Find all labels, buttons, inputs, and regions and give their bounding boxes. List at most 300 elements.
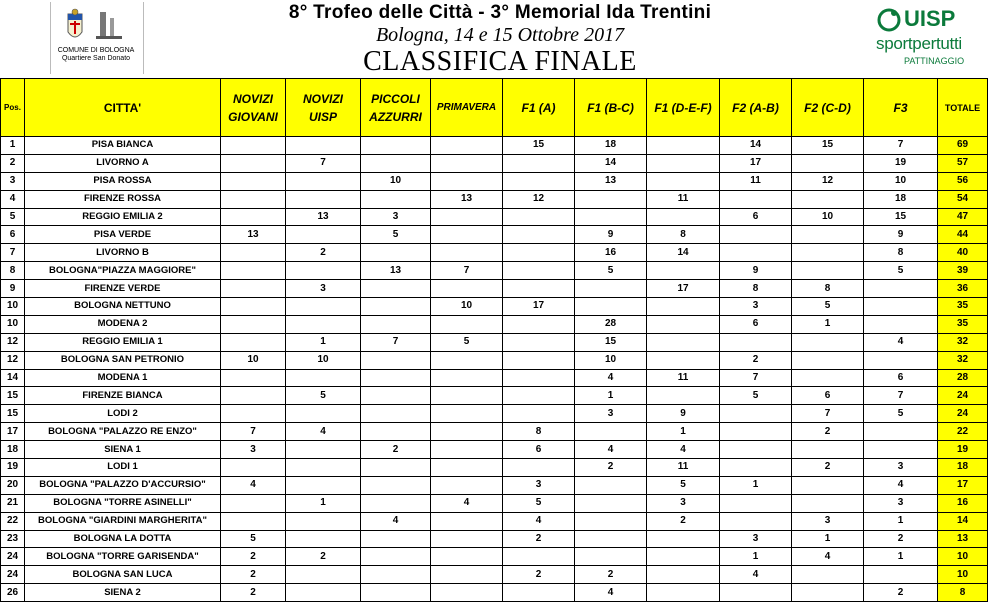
comune-line-1: COMUNE DI BOLOGNA [57,47,135,54]
cell-f1a [503,244,575,262]
uisp-runner-icon [876,8,902,32]
cell-novizi-giovani [221,137,286,155]
cell-f2ab: 17 [720,154,792,172]
cell-city: BOLOGNA "GIARDINI MARGHERITA" [25,512,221,530]
cell-novizi-giovani [221,494,286,512]
cell-f2ab [720,244,792,262]
cell-novizi-uisp: 7 [286,154,361,172]
cell-novizi-uisp [286,405,361,423]
cell-f2cd [792,190,864,208]
cell-totale: 14 [938,512,988,530]
cell-primavera: 4 [431,494,503,512]
cell-f3: 8 [864,244,938,262]
col-piccoli-azzurri [361,79,431,137]
cell-primavera [431,208,503,226]
cell-totale: 24 [938,405,988,423]
cell-pos: 15 [1,387,25,405]
cell-f2cd [792,566,864,584]
cell-f1bc: 14 [575,154,647,172]
cell-f3 [864,441,938,459]
cell-totale: 24 [938,387,988,405]
cell-f1def: 1 [647,423,720,441]
cell-f1a [503,333,575,351]
cell-piccoli-azzurri [361,459,431,477]
cell-pos: 20 [1,476,25,494]
cell-pos: 26 [1,584,25,602]
cell-f3: 6 [864,369,938,387]
cell-f3: 4 [864,476,938,494]
cell-f1a: 12 [503,190,575,208]
cell-city: MODENA 2 [25,315,221,333]
cell-novizi-uisp [286,459,361,477]
cell-novizi-giovani [221,208,286,226]
cell-piccoli-azzurri [361,280,431,298]
cell-f2cd [792,494,864,512]
cell-f3: 5 [864,405,938,423]
cell-f1def [647,584,720,602]
cell-primavera [431,244,503,262]
cell-novizi-giovani: 2 [221,584,286,602]
table-row [1,405,988,423]
cell-primavera: 5 [431,333,503,351]
cell-f2ab [720,423,792,441]
cell-primavera: 13 [431,190,503,208]
cell-city: FIRENZE BIANCA [25,387,221,405]
table-row [1,351,988,369]
cell-city: PISA ROSSA [25,172,221,190]
cell-f2cd [792,369,864,387]
cell-pos: 8 [1,262,25,280]
cell-totale: 57 [938,154,988,172]
cell-novizi-uisp: 4 [286,423,361,441]
cell-city: REGGIO EMILIA 1 [25,333,221,351]
cell-f1bc [575,190,647,208]
cell-f1a [503,387,575,405]
cell-f1def [647,315,720,333]
cell-f2cd [792,476,864,494]
cell-pos: 21 [1,494,25,512]
cell-pos: 23 [1,530,25,548]
table-row [1,208,988,226]
cell-pos: 2 [1,154,25,172]
cell-f1bc [575,548,647,566]
cell-f2ab: 3 [720,530,792,548]
cell-pos: 14 [1,369,25,387]
cell-primavera: 10 [431,298,503,316]
cell-piccoli-azzurri [361,548,431,566]
col-novizi-uisp-line1: NOVIZI [302,91,343,106]
cell-pos: 22 [1,512,25,530]
table-row [1,262,988,280]
cell-pos: 12 [1,351,25,369]
cell-pos: 10 [1,298,25,316]
cell-f1a: 8 [503,423,575,441]
cell-totale: 32 [938,351,988,369]
cell-f1def: 5 [647,476,720,494]
comune-di-bologna-logo [50,2,142,74]
cell-f3 [864,566,938,584]
cell-primavera [431,137,503,155]
cell-f2ab [720,226,792,244]
cell-novizi-giovani: 4 [221,476,286,494]
cell-f1def [647,137,720,155]
cell-f2ab: 3 [720,298,792,316]
cell-primavera [431,315,503,333]
cell-f2cd: 4 [792,548,864,566]
col-novizi-giovani-line2: GIOVANI [228,109,278,124]
cell-novizi-uisp [286,566,361,584]
col-f2cd: F2 (C-D) [792,79,864,137]
cell-novizi-uisp [286,172,361,190]
cell-f1def [647,351,720,369]
cell-pos: 18 [1,441,25,459]
cell-f3: 4 [864,333,938,351]
cell-primavera [431,584,503,602]
cell-f3 [864,298,938,316]
cell-f2cd: 15 [792,137,864,155]
cell-pos: 24 [1,566,25,584]
cell-pos: 17 [1,423,25,441]
cell-novizi-uisp [286,262,361,280]
cell-piccoli-azzurri [361,494,431,512]
cell-f3: 18 [864,190,938,208]
cell-totale: 47 [938,208,988,226]
cell-novizi-giovani: 2 [221,548,286,566]
cell-f1bc [575,476,647,494]
cell-f1def: 4 [647,441,720,459]
cell-primavera [431,226,503,244]
cell-pos: 9 [1,280,25,298]
cell-f2ab: 11 [720,172,792,190]
cell-city: LIVORNO B [25,244,221,262]
cell-city: FIRENZE ROSSA [25,190,221,208]
cell-totale: 32 [938,333,988,351]
cell-primavera [431,405,503,423]
cell-f3: 1 [864,512,938,530]
cell-f2ab: 14 [720,137,792,155]
cell-novizi-uisp [286,226,361,244]
cell-piccoli-azzurri: 4 [361,512,431,530]
cell-totale: 39 [938,262,988,280]
cell-f1def: 14 [647,244,720,262]
cell-totale: 19 [938,441,988,459]
cell-f1bc: 1 [575,387,647,405]
cell-f3: 1 [864,548,938,566]
cell-piccoli-azzurri [361,423,431,441]
table-row [1,244,988,262]
cell-novizi-uisp: 2 [286,244,361,262]
cell-f2cd: 8 [792,280,864,298]
cell-f3: 19 [864,154,938,172]
cell-f3: 5 [864,262,938,280]
cell-f1a [503,369,575,387]
cell-f1def [647,530,720,548]
cell-f2ab: 1 [720,548,792,566]
page-title: 8° Trofeo delle Città - 3° Memorial Ida Trentini [288,2,712,23]
cell-f1a [503,584,575,602]
cell-f3 [864,423,938,441]
cell-pos: 10 [1,315,25,333]
cell-f3 [864,315,938,333]
cell-novizi-giovani [221,154,286,172]
cell-f1bc [575,298,647,316]
table-row [1,512,988,530]
cell-f1def [647,548,720,566]
table-row [1,172,988,190]
cell-f2ab: 8 [720,280,792,298]
cell-novizi-giovani [221,387,286,405]
cell-f1a: 6 [503,441,575,459]
cell-piccoli-azzurri [361,405,431,423]
cell-f1bc [575,512,647,530]
cell-city: PISA VERDE [25,226,221,244]
cell-f3 [864,351,938,369]
cell-piccoli-azzurri [361,387,431,405]
cell-f1def: 11 [647,190,720,208]
cell-piccoli-azzurri [361,298,431,316]
cell-primavera [431,154,503,172]
table-row [1,387,988,405]
cell-city: LODI 1 [25,459,221,477]
table-row [1,315,988,333]
cell-pos: 24 [1,548,25,566]
table-row [1,226,988,244]
cell-totale: 22 [938,423,988,441]
cell-f2ab: 5 [720,387,792,405]
cell-city: FIRENZE VERDE [25,280,221,298]
cell-f2ab [720,494,792,512]
cell-f1def [647,387,720,405]
col-f1def: F1 (D-E-F) [647,79,720,137]
cell-totale: 16 [938,494,988,512]
cell-novizi-giovani [221,405,286,423]
cell-f2cd: 1 [792,530,864,548]
cell-piccoli-azzurri [361,351,431,369]
cell-novizi-uisp: 5 [286,387,361,405]
cell-f1a: 2 [503,530,575,548]
cell-novizi-uisp [286,137,361,155]
cell-f1bc: 3 [575,405,647,423]
cell-piccoli-azzurri: 2 [361,441,431,459]
cell-city: BOLOGNA "TORRE GARISENDA" [25,548,221,566]
cell-f2cd: 1 [792,315,864,333]
cell-f3: 7 [864,387,938,405]
cell-novizi-giovani [221,190,286,208]
cell-piccoli-azzurri [361,369,431,387]
cell-f1bc: 18 [575,137,647,155]
cell-piccoli-azzurri [361,244,431,262]
cell-f1bc: 16 [575,244,647,262]
cell-totale: 35 [938,298,988,316]
cell-novizi-giovani [221,369,286,387]
cell-totale: 44 [938,226,988,244]
cell-novizi-uisp [286,298,361,316]
cell-city: BOLOGNA SAN PETRONIO [25,351,221,369]
cell-f2cd [792,262,864,280]
cell-city: REGGIO EMILIA 2 [25,208,221,226]
cell-novizi-uisp [286,530,361,548]
cell-f2cd [792,584,864,602]
col-novizi-giovani [221,79,286,137]
table-row [1,333,988,351]
cell-f2cd [792,441,864,459]
cell-f1def [647,208,720,226]
cell-city: SIENA 2 [25,584,221,602]
cell-f1a: 17 [503,298,575,316]
cell-totale: 10 [938,548,988,566]
cell-f2cd: 2 [792,423,864,441]
cell-novizi-uisp [286,584,361,602]
cell-primavera [431,369,503,387]
cell-city: BOLOGNA NETTUNO [25,298,221,316]
table-row [1,423,988,441]
cell-novizi-uisp: 10 [286,351,361,369]
table-row [1,494,988,512]
cell-piccoli-azzurri: 3 [361,208,431,226]
cell-totale: 40 [938,244,988,262]
cell-f1def: 17 [647,280,720,298]
col-f1bc: F1 (B-C) [575,79,647,137]
cell-f2ab: 4 [720,566,792,584]
cell-pos: 5 [1,208,25,226]
cell-totale: 17 [938,476,988,494]
cell-f2ab: 1 [720,476,792,494]
col-f1a: F1 (A) [503,79,575,137]
cell-f2cd: 3 [792,512,864,530]
cell-piccoli-azzurri: 7 [361,333,431,351]
cell-primavera [431,548,503,566]
uisp-logo [872,6,1000,70]
cell-primavera [431,566,503,584]
cell-f1bc: 28 [575,315,647,333]
cell-novizi-uisp [286,369,361,387]
col-novizi-uisp-line2: UISP [308,109,337,124]
table-row [1,459,988,477]
cell-totale: 54 [938,190,988,208]
cell-novizi-uisp: 1 [286,494,361,512]
cell-f3: 2 [864,530,938,548]
cell-piccoli-azzurri: 10 [361,172,431,190]
cell-primavera [431,459,503,477]
cell-novizi-giovani [221,512,286,530]
cell-piccoli-azzurri [361,137,431,155]
standings-table [0,78,988,602]
cell-novizi-uisp [286,476,361,494]
event-date: Bologna, 14 e 15 Ottobre 2017 [375,24,625,46]
cell-f1bc: 15 [575,333,647,351]
cell-city: PISA BIANCA [25,137,221,155]
cell-novizi-giovani [221,333,286,351]
cell-f2ab: 2 [720,351,792,369]
cell-f1bc: 2 [575,459,647,477]
cell-piccoli-azzurri [361,566,431,584]
table-row [1,298,988,316]
cell-novizi-giovani: 3 [221,441,286,459]
cell-f1def: 8 [647,226,720,244]
cell-f2ab [720,441,792,459]
cell-f1a: 4 [503,512,575,530]
cell-piccoli-azzurri: 13 [361,262,431,280]
cell-f1def: 11 [647,369,720,387]
cell-primavera [431,280,503,298]
cell-city: BOLOGNA SAN LUCA [25,566,221,584]
cell-city: BOLOGNA "PALAZZO D'ACCURSIO" [25,476,221,494]
cell-pos: 7 [1,244,25,262]
comune-caption [50,47,142,63]
cell-novizi-giovani: 7 [221,423,286,441]
cell-f2cd: 5 [792,298,864,316]
cell-f2ab: 6 [720,315,792,333]
cell-totale: 18 [938,459,988,477]
cell-totale: 56 [938,172,988,190]
page-header [0,0,1000,78]
cell-f1bc: 4 [575,584,647,602]
table-row [1,190,988,208]
cell-f3: 3 [864,459,938,477]
cell-f2cd: 12 [792,172,864,190]
table-row [1,280,988,298]
cell-f1def: 3 [647,494,720,512]
cell-pos: 19 [1,459,25,477]
cell-f2cd: 2 [792,459,864,477]
cell-f1a [503,548,575,566]
cell-novizi-uisp: 13 [286,208,361,226]
cell-f2ab [720,512,792,530]
cell-piccoli-azzurri [361,530,431,548]
col-pos: Pos. [1,79,25,137]
cell-novizi-giovani: 13 [221,226,286,244]
col-novizi-giovani-line1: NOVIZI [232,91,273,106]
cell-f1a: 15 [503,137,575,155]
classification-heading: CLASSIFICA FINALE [363,46,637,77]
table-row [1,476,988,494]
cell-f2ab [720,405,792,423]
cell-f1bc: 9 [575,226,647,244]
cell-f1a [503,459,575,477]
cell-f1def [647,333,720,351]
col-city: CITTA' [25,79,221,137]
cell-f2cd: 10 [792,208,864,226]
cell-city: BOLOGNA"PIAZZA MAGGIORE" [25,262,221,280]
cell-novizi-giovani [221,298,286,316]
cell-city: BOLOGNA "PALAZZO RE ENZO" [25,423,221,441]
cell-f1bc: 10 [575,351,647,369]
cell-f1bc [575,423,647,441]
cell-piccoli-azzurri [361,190,431,208]
cell-novizi-giovani: 10 [221,351,286,369]
uisp-brand: UISP [904,6,956,31]
table-row [1,548,988,566]
cell-f1a [503,315,575,333]
cell-f2cd [792,333,864,351]
cell-piccoli-azzurri: 5 [361,226,431,244]
cell-novizi-uisp [286,315,361,333]
cell-f1bc [575,530,647,548]
table-row [1,566,988,584]
cell-f3: 10 [864,172,938,190]
cell-city: BOLOGNA LA DOTTA [25,530,221,548]
cell-f1bc: 4 [575,441,647,459]
cell-f2ab [720,190,792,208]
cell-f1def [647,262,720,280]
cell-f3: 7 [864,137,938,155]
table-row [1,584,988,602]
cell-piccoli-azzurri [361,154,431,172]
uisp-discipline: PATTINAGGIO [904,56,965,66]
standings-body [1,137,988,602]
col-f2ab: F2 (A-B) [720,79,792,137]
cell-f1def [647,154,720,172]
